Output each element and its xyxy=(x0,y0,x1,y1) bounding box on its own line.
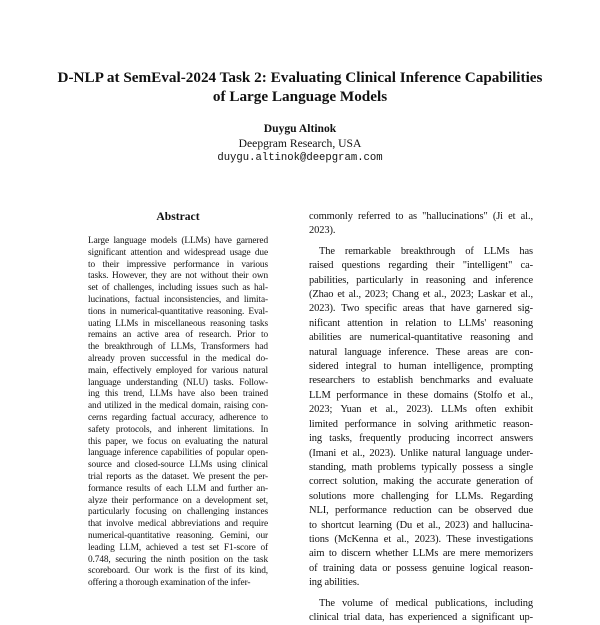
abstract-line: the breakthrough of LLMs, Transformers had xyxy=(88,342,268,353)
body-line: NLI, performance reduction can be observed due xyxy=(309,505,533,517)
abstract-line: tasks. However, they are not without their own xyxy=(88,271,268,282)
author-email: duygu.altinok@deepgram.com xyxy=(217,152,383,164)
right-column xyxy=(309,210,533,625)
abstract-line: ing this trend, LLMs have also been trained xyxy=(88,389,268,400)
body-paragraph xyxy=(309,597,533,625)
body-line: solutions more challenging for LLMs. Regarding xyxy=(309,490,533,502)
body-line: correct solution, making the accurate generation of xyxy=(309,476,533,488)
body-line: to shortcut learning (Du et al., 2023) and hallucina- xyxy=(309,519,533,531)
abstract-line: Large language models (LLMs) have garnered xyxy=(88,236,268,246)
abstract-heading: Abstract xyxy=(156,210,200,223)
abstract-line: numerical-quantitative reasoning. Gemini, our xyxy=(88,530,268,541)
body-line: natural language inference. These areas are con- xyxy=(309,346,533,358)
abstract-line: remains an active area of research. Prior to xyxy=(88,330,268,341)
abstract-line: safety protocols, and inherent limitations. In xyxy=(88,424,268,435)
title-line: D-NLP at SemEval-2024 Task 2: Evaluating Clinical Inference Capabilities xyxy=(57,69,543,86)
body-line: 2023). xyxy=(309,225,336,237)
abstract-line: main, effectively employed for various natural xyxy=(88,365,268,376)
body-line: abilities are numerical-quantitative reasoning and xyxy=(309,332,533,344)
abstract-line: trial reports as the dataset. We present the per- xyxy=(88,471,268,482)
body-line: limited performance in solving arithmetic reason- xyxy=(309,418,533,430)
body-line: standing, math problems typically possess a single xyxy=(309,461,533,473)
body-line: pabilities, particularly in reasoning and inference xyxy=(309,274,533,286)
abstract-line: significant attention and widespread usage due xyxy=(88,247,268,258)
abstract-line: this paper, we focus on evaluating the natural xyxy=(88,436,268,447)
paper-title xyxy=(40,68,560,106)
abstract-line: tions in numerical-quantitative reasoning. Eval- xyxy=(88,306,268,317)
abstract-line: language inference capabilities of popular open- xyxy=(88,448,268,459)
body-line: ing abilities. xyxy=(309,577,360,589)
abstract-line: leading LLM, achieved a test set F1-score of xyxy=(88,542,268,553)
title-line: of Large Language Models xyxy=(212,88,388,105)
body-paragraph xyxy=(309,210,533,239)
abstract-line: uating LLMs in miscellaneous reasoning tasks xyxy=(88,318,268,329)
abstract-line: cerns regarding factual accuracy, adherence to xyxy=(88,412,268,423)
abstract-line: alyze their performance on a development set, xyxy=(88,495,268,506)
abstract-line: lucinations, factual inconsistencies, and limita- xyxy=(88,294,268,305)
body-line: sidered integral to human intelligence, prompting xyxy=(309,361,533,373)
body-line: LLM performance in these domains (Stolfo et al., xyxy=(309,389,533,401)
body-line: The remarkable breakthrough of LLMs has xyxy=(319,245,533,257)
body-line: (Zhao et al., 2023; Chang et al., 2023; Laskar et al., xyxy=(309,289,533,301)
abstract-line: scoreboard. Our work is the first of its kind, xyxy=(88,566,268,577)
author-affiliation: Deepgram Research, USA xyxy=(238,137,362,150)
body-line: 2023). Two specific areas that have garnered sig- xyxy=(309,303,533,315)
body-line: ing tasks, frequently producing incorrect answers xyxy=(309,433,533,445)
abstract-line: source and closed-source LLMs using clinical xyxy=(88,460,268,471)
body-line: (Imani et al., 2023). Unlike natural language under- xyxy=(309,447,533,459)
body-line: clinical trial data, has experienced a significant up- xyxy=(309,611,533,623)
author-name: Duygu Altinok xyxy=(263,122,337,135)
body-line: of training data or possess genuine logical reason- xyxy=(309,562,533,574)
abstract-line: language understanding (NLU) tasks. Follow- xyxy=(88,377,268,388)
abstract-line: formance results of each LLM and further an- xyxy=(88,483,268,494)
abstract-body xyxy=(88,236,268,590)
abstract-line: and utilized in the medical domain, raising con- xyxy=(88,401,268,412)
author-block xyxy=(0,121,600,166)
abstract-line: 0.748, securing the ninth position on the task xyxy=(88,554,268,565)
body-line: 2023; Yuan et al., 2023). LLMs often exhibit xyxy=(309,404,533,416)
abstract-line: set of challenges, including issues such as hal- xyxy=(88,283,268,294)
abstract-line: offering a thorough examination of the infer- xyxy=(88,578,251,589)
abstract-line: to their impressive performance in various xyxy=(88,259,268,270)
body-line: aim to discern whether LLMs are mere memorizers xyxy=(309,548,533,560)
body-line: tions (McKenna et al., 2023). These investigations xyxy=(309,533,533,545)
abstract-line: particularly focusing on challenging instances xyxy=(88,507,268,518)
body-line: researchers to establish benchmarks and evaluate xyxy=(309,375,533,387)
body-line: commonly referred to as "hallucinations" (Ji et al., xyxy=(309,211,533,222)
abstract-line: that involve medical abbreviations and require xyxy=(88,519,268,530)
body-line: The volume of medical publications, including xyxy=(319,597,533,609)
body-line: nificant attention in relation to LLMs' reasoning xyxy=(309,317,533,329)
body-paragraph xyxy=(309,245,533,591)
body-line: raised questions regarding their "intelligent" ca- xyxy=(309,260,533,272)
abstract-line: already proven successful in the medical do- xyxy=(88,353,268,364)
